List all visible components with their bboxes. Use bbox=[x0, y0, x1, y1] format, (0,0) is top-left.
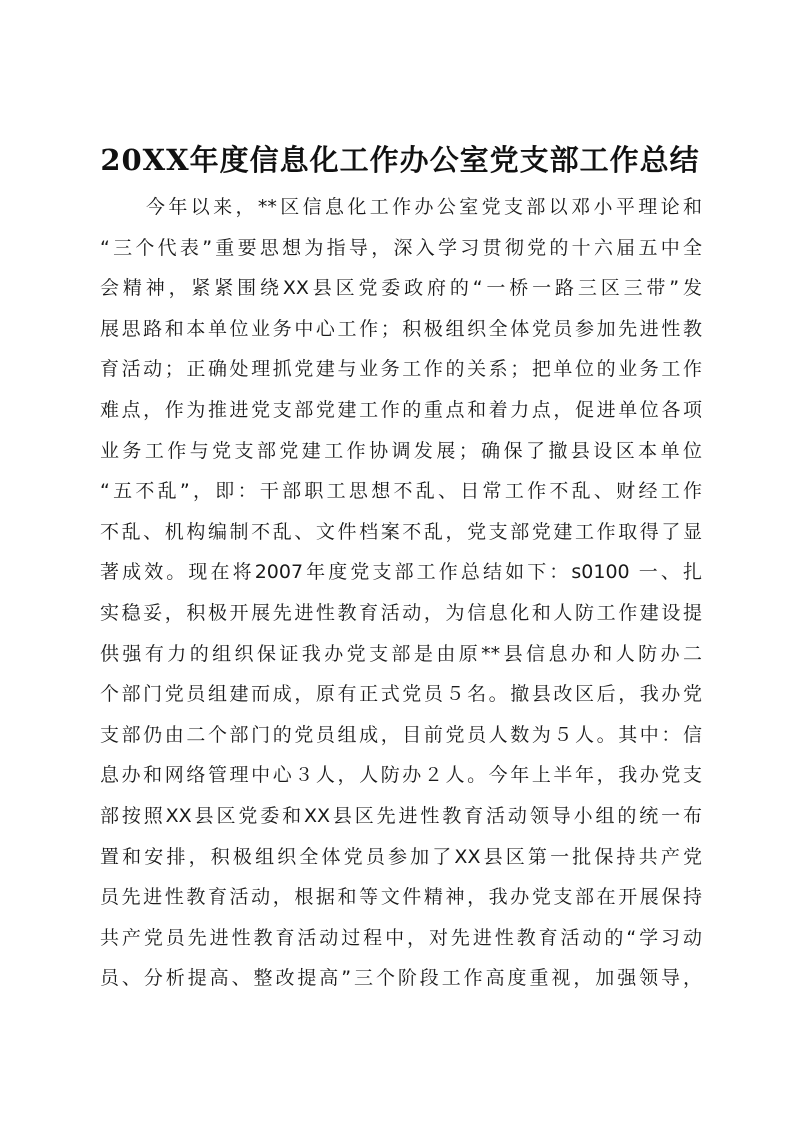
body-line-13: 个部门党员组建而成，原有正式党员５名。撤县改区后，我办党 bbox=[100, 683, 702, 706]
body-line-16: 部按照XX县区党委和XX县区先进性教育活动领导小组的统一布 bbox=[100, 804, 702, 827]
body-line-9: 不乱、机构编制不乱、文件档案不乱，党支部党建工作取得了显 bbox=[100, 520, 702, 543]
body-line-15: 息办和网络管理中心３人，人防办２人。今年上半年，我办党支 bbox=[100, 764, 702, 787]
body-line-14: 支部仍由二个部门的党员组成，目前党员人数为５人。其中：信 bbox=[100, 723, 702, 746]
body-line-4: 展思路和本单位业务中心工作；积极组织全体党员参加先进性教 bbox=[100, 317, 702, 340]
body-line-19: 共产党员先进性教育活动过程中，对先进性教育活动的“学习动 bbox=[100, 926, 702, 949]
body-line-1: 今年以来，**区信息化工作办公室党支部以邓小平理论和 bbox=[146, 196, 702, 218]
body-line-12: 供强有力的组织保证我办党支部是由原**县信息办和人防办二 bbox=[100, 642, 702, 665]
body-line-10: 著成效。现在将2007年度党支部工作总结如下：s0100 一、扎 bbox=[100, 561, 702, 584]
body-line-18: 员先进性教育活动，根据和等文件精神，我办党支部在开展保持 bbox=[100, 886, 702, 909]
body-line-7: 业务工作与党支部党建工作协调发展；确保了撤县设区本单位 bbox=[100, 439, 702, 462]
body-line-2: “三个代表”重要思想为指导，深入学习贯彻党的十六届五中全 bbox=[100, 236, 702, 259]
body-line-8: “五不乱”，即：干部职工思想不乱、日常工作不乱、财经工作 bbox=[100, 480, 702, 503]
body-line-20: 员、分析提高、整改提高”三个阶段工作高度重视，加强领导， bbox=[100, 967, 702, 990]
body-line-5: 育活动；正确处理抓党建与业务工作的关系；把单位的业务工作 bbox=[100, 358, 702, 381]
body-line-11: 实稳妥，积极开展先进性教育活动，为信息化和人防工作建设提 bbox=[100, 601, 702, 624]
document-body bbox=[100, 187, 702, 999]
body-line-3: 会精神，紧紧围绕XX县区党委政府的“一桥一路三区三带”发 bbox=[100, 277, 702, 300]
body-line-6: 难点，作为推进党支部党建工作的重点和着力点，促进单位各项 bbox=[100, 398, 702, 421]
body-line-17: 置和安排，积极组织全体党员参加了XX县区第一批保持共产党 bbox=[100, 845, 702, 868]
document-title: 20XX年度信息化工作办公室党支部工作总结 bbox=[100, 143, 700, 177]
